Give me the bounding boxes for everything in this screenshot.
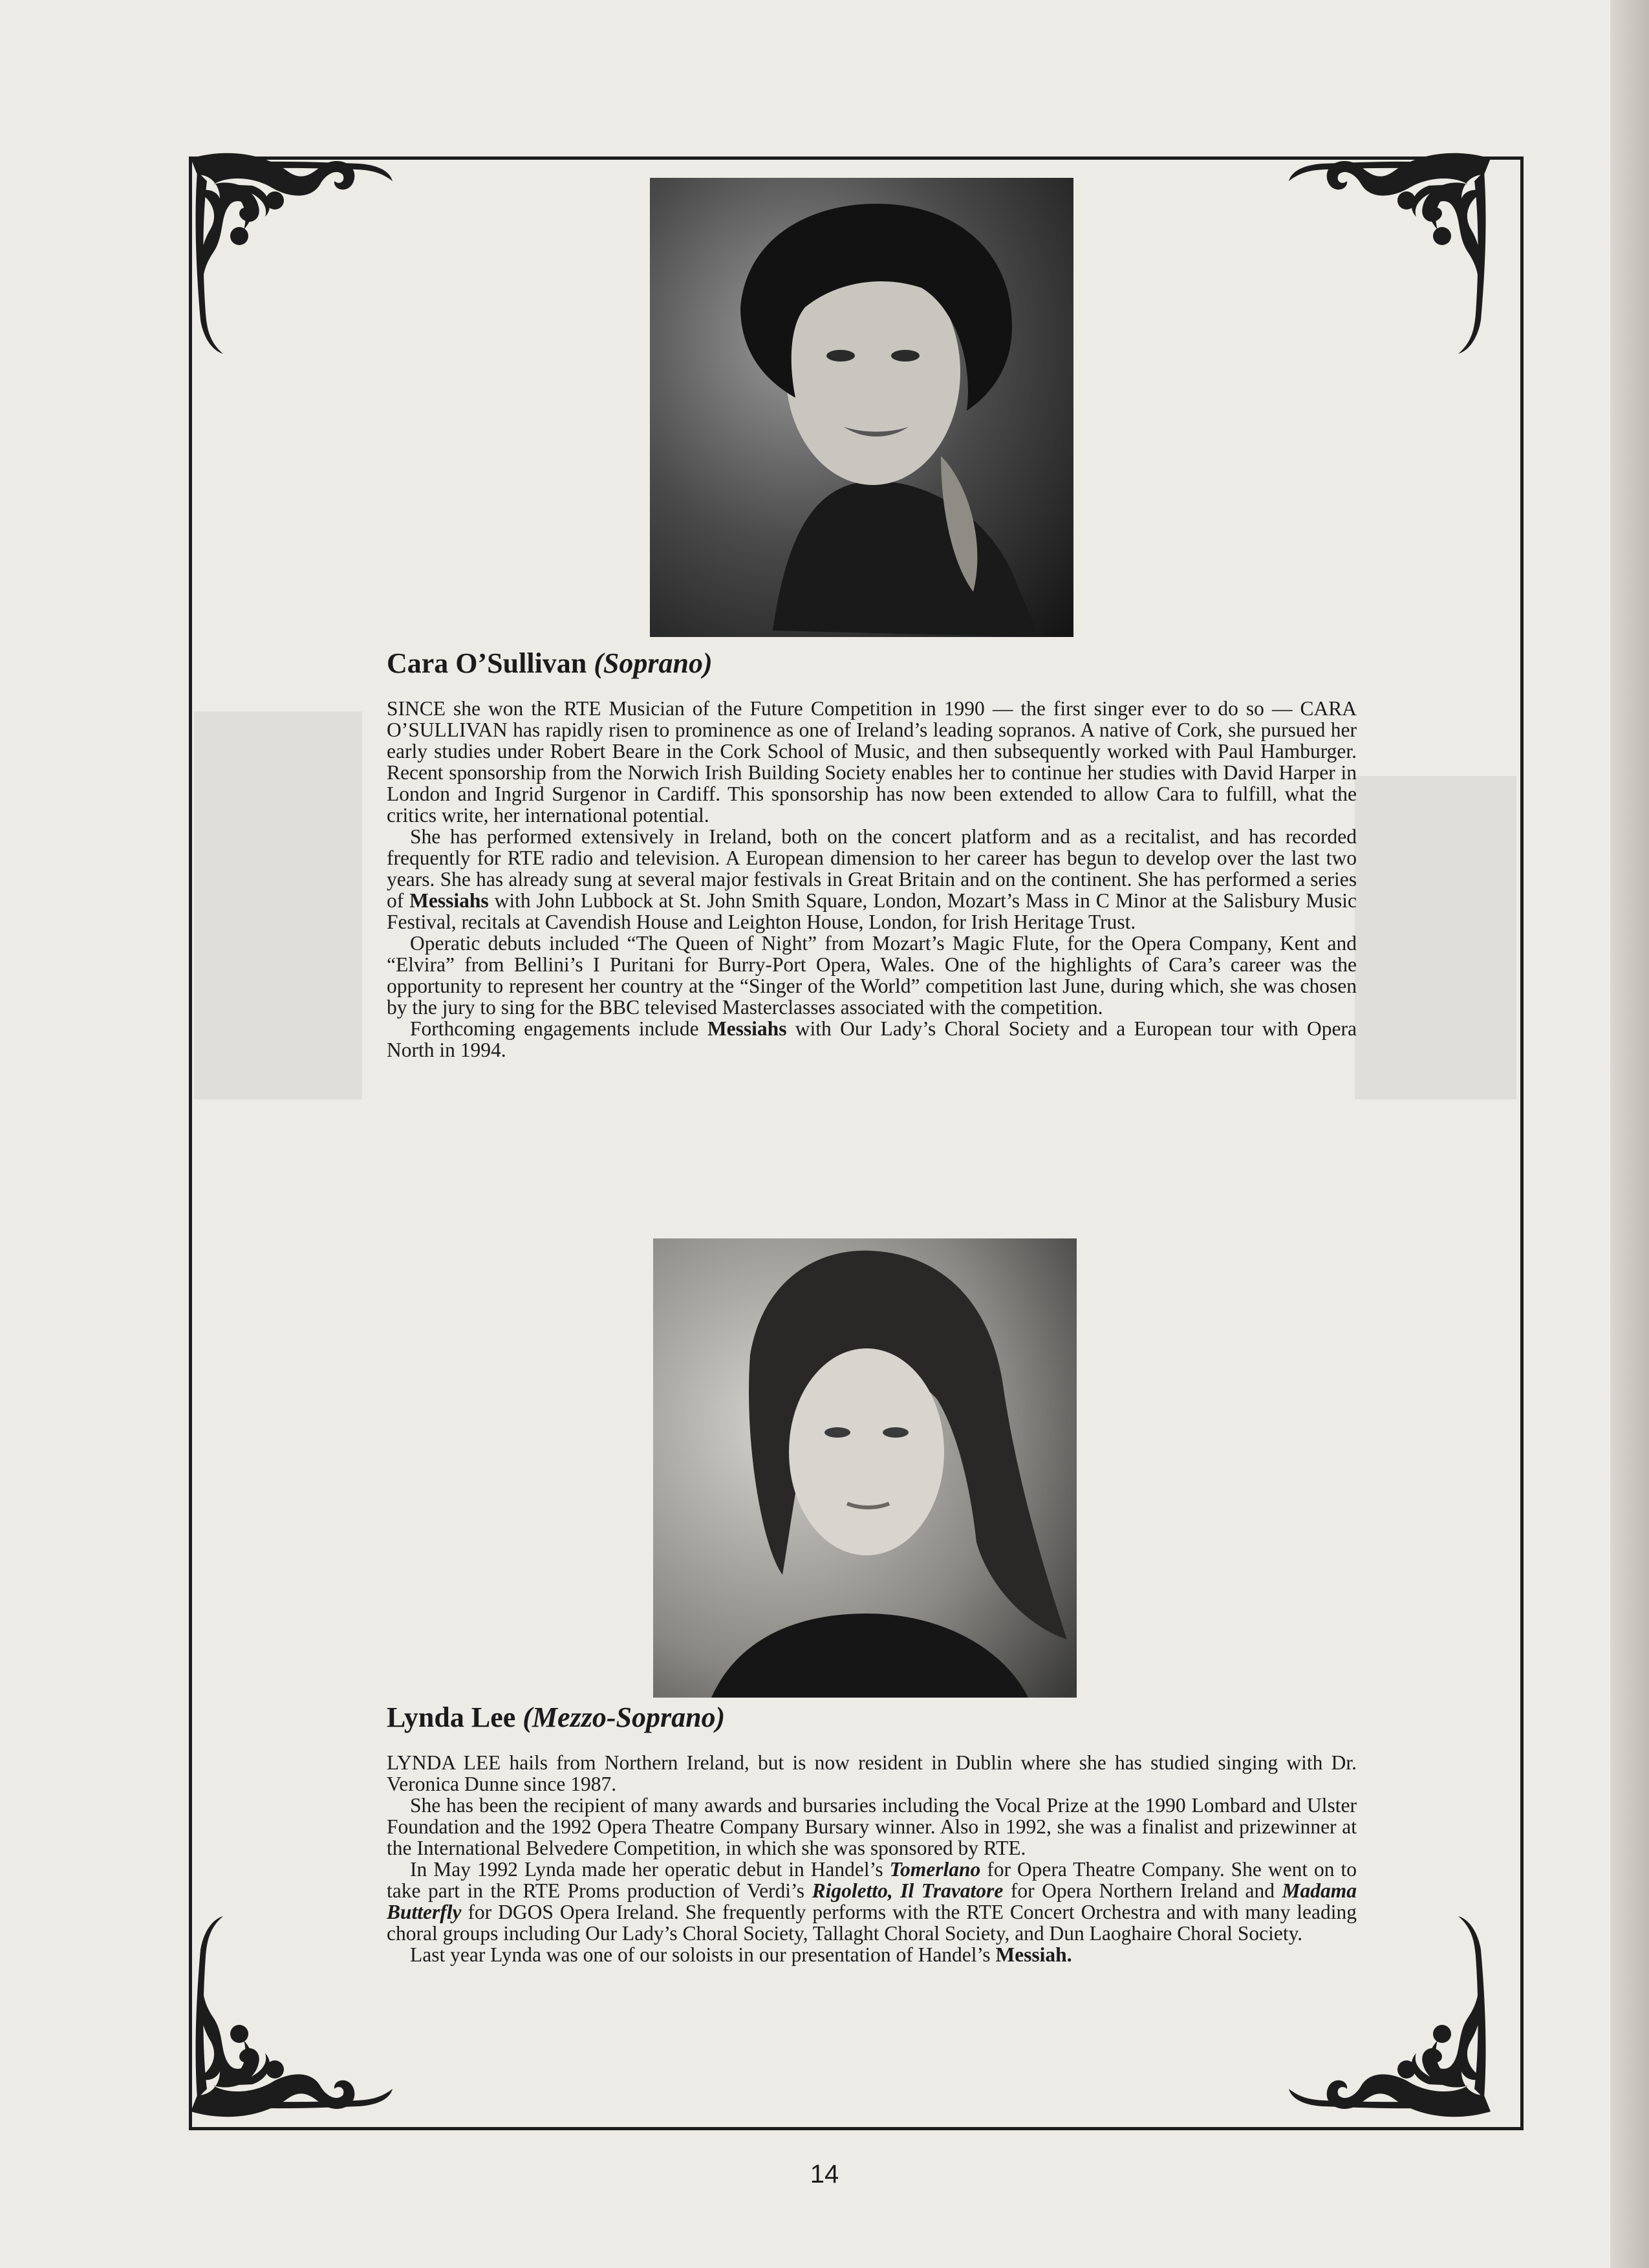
bio-text <box>387 698 1357 1061</box>
artist-bio-cara <box>387 647 1357 1061</box>
portrait-photo-cara <box>650 178 1073 637</box>
artist-name-heading: Lynda Lee (Mezzo-Soprano) <box>387 1701 726 1733</box>
portrait-photo-lynda <box>653 1238 1077 1698</box>
artist-name-heading: Cara O’Sullivan (Soprano) <box>387 647 713 679</box>
corner-ornament-icon <box>184 146 398 359</box>
bio-paragraph: She has been the recipient of many awards and bursaries including the Vocal Prize at the 1990 Lombard and Ulster Foundation and the 1992 Opera Theatre Company Bursary winner. Also in 1992, she was a finalist and prizewinner at the International Belvedere Competition, in which she was sponsored by RTE. <box>387 1793 1357 1859</box>
artist-bio-lynda <box>387 1701 1357 1965</box>
bio-paragraph: Operatic debuts included “The Queen of Night” from Mozart’s Magic Flute, for the Opera Company, Kent and “Elvira” from Bellini’s I Puritani for Burry-Port Opera, Wales. One of the highlights of Cara’s career was the opportunity to represent her country at the “Singer of the World” competition last June, during which, she was chosen by the jury to sing for the BBC televised Masterclasses associated with the competition. <box>387 931 1357 1019</box>
corner-ornament-icon <box>184 1911 398 2124</box>
voice-type: (Soprano) <box>594 647 713 679</box>
page-edge-shadow <box>1610 0 1649 2268</box>
bio-paragraph: She has performed extensively in Ireland, both on the concert platform and as a recitalist, and has recorded frequently for RTE radio and television. A European dimension to her career has begun to develop over the last two years. She has already sung at several major festivals in Great Britain and on the continent. She has performed a series of Messiahs with John Lubbock at St. John Smith Square, London, Mozart’s Mass in C Minor at the Salisbury Music Festival, recitals at Cavendish House and Leighton House, London, for Irish Heritage Trust. <box>387 825 1357 933</box>
corner-ornament-icon <box>1284 146 1497 359</box>
bio-paragraph: Last year Lynda was one of our soloists in our presentation of Handel’s Messiah. <box>410 1943 1072 1966</box>
page-number: 14 <box>810 2160 839 2188</box>
bio-paragraph: In May 1992 Lynda made her operatic debut in Handel’s Tomerlano for Opera Theatre Company. She went on to take part in the RTE Proms production of Verdi’s Rigoletto, Il Travatore for Opera Northern Ireland and Madama Butterfly for DGOS Opera Ireland. She frequently performs with the RTE Concert Orchestra and with many leading choral groups including Our Lady’s Choral Society, Tallaght Choral Society, and Dun Laoghaire Choral Society. <box>387 1857 1357 1945</box>
bio-paragraph: LYNDA LEE hails from Northern Ireland, but is now resident in Dublin where she has studied singing with Dr. Veronica Dunne since 1987. <box>387 1751 1357 1795</box>
bio-text <box>387 1752 1357 1965</box>
voice-type: (Mezzo-Soprano) <box>523 1701 726 1733</box>
bio-paragraph: SINCE she won the RTE Musician of the Future Competition in 1990 — the first singer ever to do so — CARA O’SULLIVAN has rapidly risen to prominence as one of Ireland’s leading sopranos. A native of Cork, she pursued her early studies under Robert Beare in the Cork School of Music, and then subsequently worked with Paul Hamburger. Recent sponsorship from the Norwich Irish Building Society enables her to continue her studies with David Harper in London and Ingrid Surgenor in Cardiff. This sponsorship has now been extended to allow Cara to fulfill, what the critics write, her international potential. <box>387 697 1357 826</box>
bio-paragraph: Forthcoming engagements include Messiahs with Our Lady’s Choral Society and a European tour with Opera North in 1994. <box>387 1017 1357 1061</box>
